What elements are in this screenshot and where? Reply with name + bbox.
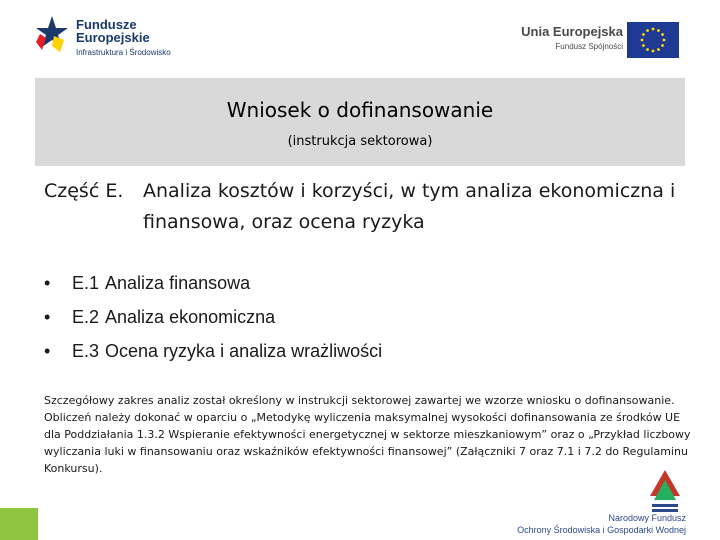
description-paragraph-1: Szczegółowy zakres analiz został określony w instrukcji sektorowej zawartej we wzorze wniosku o dofinansowanie. bbox=[44, 394, 675, 407]
eu-star-icon bbox=[652, 28, 655, 31]
fundusze-europejskie-logo bbox=[34, 14, 204, 62]
fe-name bbox=[76, 18, 150, 44]
eu-star-icon bbox=[663, 39, 666, 42]
fe-star-icon bbox=[34, 14, 70, 54]
eu-star-icon bbox=[642, 33, 645, 36]
page-subtitle: (instrukcja sektorowa) bbox=[287, 134, 433, 149]
bullet-list bbox=[44, 266, 382, 368]
eu-star-icon bbox=[642, 44, 645, 47]
section-label: Część E. bbox=[44, 180, 124, 202]
eu-star-icon bbox=[652, 50, 655, 53]
title-band bbox=[35, 78, 685, 166]
bullet-code: E.3 bbox=[72, 341, 100, 361]
unia-europejska-logo bbox=[508, 22, 683, 62]
eu-star-icon bbox=[646, 29, 649, 32]
bullet-code: E.1 bbox=[72, 273, 100, 293]
description-paragraph-2: Obliczeń należy dokonać w oparciu o „Metodykę wyliczenia maksymalnej wysokości dofinansowania ze środków UE dla Poddziałania 1.3.2 Wspieranie efektywności energetycznej w sektorze mieszkaniowym” oraz o „Przykład liczbowy wyliczania luki w finansowaniu oraz wskaźników efektywności finansowej” (Załączniki 7 oraz 7.1 i 7.2 do Regulaminu Konkursu). bbox=[44, 411, 691, 475]
list-item bbox=[44, 334, 382, 368]
bullet-text: Ocena ryzyka i analiza wrażliwości bbox=[105, 341, 383, 361]
page-title: Wniosek o dofinansowanie bbox=[226, 98, 494, 122]
nfos-line2: Ochrony Środowiska i Gospodarki Wodnej bbox=[517, 525, 686, 535]
bullet-code: E.2 bbox=[72, 307, 100, 327]
eu-star-icon bbox=[657, 29, 660, 32]
eu-star-icon bbox=[661, 33, 664, 36]
ue-name: Unia Europejska bbox=[521, 24, 623, 39]
eu-flag-icon bbox=[627, 22, 679, 58]
fe-subtitle: Infrastruktura i Środowisko bbox=[76, 48, 171, 57]
description bbox=[44, 392, 694, 477]
list-item bbox=[44, 266, 382, 300]
bullet-text: Analiza ekonomiczna bbox=[105, 307, 276, 327]
list-item bbox=[44, 300, 382, 334]
eu-star-icon bbox=[646, 48, 649, 51]
green-corner-decoration bbox=[0, 508, 38, 540]
nfos-tree-icon bbox=[646, 466, 684, 516]
eu-star-icon bbox=[657, 48, 660, 51]
fe-name-line1: Fundusze bbox=[76, 17, 137, 32]
eu-star-icon bbox=[661, 44, 664, 47]
ue-subtitle: Fundusz Spójności bbox=[555, 42, 623, 51]
bullet-text: Analiza finansowa bbox=[105, 273, 251, 293]
nfos-line1: Narodowy Fundusz bbox=[608, 513, 686, 523]
nfos-logo-text bbox=[486, 512, 686, 536]
fe-name-line2: Europejskie bbox=[76, 30, 150, 45]
eu-star-icon bbox=[641, 39, 644, 42]
section-text: Analiza kosztów i korzyści, w tym analiza ekonomiczna i finansowa, oraz ocena ryzyka bbox=[143, 180, 676, 233]
